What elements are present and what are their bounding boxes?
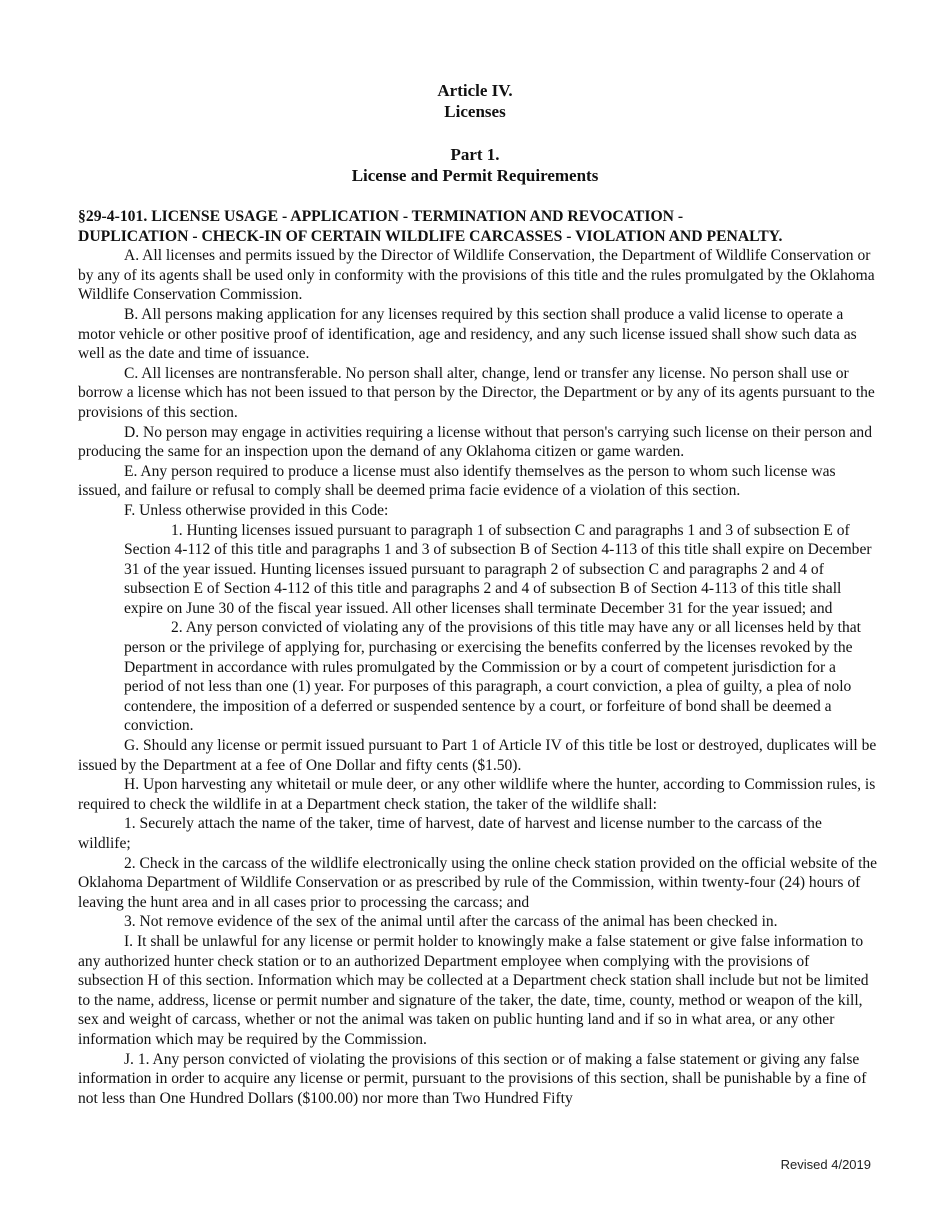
- section-heading-line-1: §29-4-101. LICENSE USAGE - APPLICATION - TERMINATION AND REVOCATION -: [78, 208, 684, 225]
- section-body: [78, 207, 878, 1108]
- paragraph-h-1: 1. Securely attach the name of the taker, time of harvest, date of harvest and license number to the carcass of the wildlife;: [78, 815, 822, 852]
- paragraph-e: E. Any person required to produce a license must also identify themselves as the person to whom such license was issued, and failure or refusal to comply shall be deemed prima facie evidence of a violation of this section.: [78, 462, 836, 500]
- paragraph-i: I. It shall be unlawful for any license or permit holder to knowingly make a false statement or give false information to any authorized hunter check station or to an authorized Department employee when complying with the provisions of subsection H of this section. Information which may be collected at a Department check station shall include but not be limited to the name, address, license or permit number and signature of the taker, the date, time, county, method or weapon of the kill, sex and weight of carcass, whether or not the animal was taken on public hunting land and if so in what area, or any other information which may be required by the Commission.: [78, 932, 869, 1048]
- article-title: Article IV.: [437, 81, 513, 100]
- article-heading: [0, 80, 950, 122]
- paragraph-c: C. All licenses are nontransferable. No person shall alter, change, lend or transfer any license. No person shall use or borrow a license which has not been issued to that person by the Director, the Department or by any of its agents pursuant to the provisions of this section.: [78, 364, 875, 421]
- part-subtitle: License and Permit Requirements: [351, 166, 599, 185]
- paragraph-f-1: 1. Hunting licenses issued pursuant to paragraph 1 of subsection C and paragraphs 1 and 3 of subsection E of Section 4-112 of this title and paragraphs 1 and 3 of subsection B of Section 4-113 of this title shall expire on December 31 of the year issued. Hunting licenses issued pursuant to paragraph 2 of subsection C and paragraphs 2 and 4 of subsection E of Section 4-112 of this title and paragraphs 2 and 4 of subsection B of Section 4-113 of this title shall expire on June 30 of the fiscal year issued. All other licenses shall terminate December 31 for the year issued; and: [124, 521, 872, 617]
- paragraph-b: B. All persons making application for any licenses required by this section shall produce a valid license to operate a motor vehicle or other positive proof of identification, age and residency, and any such license issued shall show such data as well as the date and time of issuance.: [78, 305, 857, 363]
- part-heading: [0, 144, 950, 186]
- revision-note: Revised 4/2019: [780, 1157, 871, 1172]
- paragraph-h: H. Upon harvesting any whitetail or mule deer, or any other wildlife where the hunter, according to Commission rules, is required to check the wildlife in at a Department check station, the taker of the wildlife shall:: [78, 776, 876, 813]
- article-subtitle: Licenses: [444, 102, 506, 121]
- paragraph-f: F. Unless otherwise provided in this Code:: [124, 501, 389, 519]
- paragraph-a: A. All licenses and permits issued by the Director of Wildlife Conservation, the Department of Wildlife Conservation or by any of its agents shall be used only in conformity with the provisions of this title and the rules promulgated by the Oklahoma Wildlife Conservation Commission.: [78, 247, 875, 304]
- part-title: Part 1.: [450, 145, 500, 164]
- paragraph-h-3: 3. Not remove evidence of the sex of the animal until after the carcass of the animal has been checked in.: [124, 913, 778, 931]
- paragraph-d: D. No person may engage in activities requiring a license without that person's carrying such license on their person and producing the same for an inspection upon the demand of any Oklahoma citizen or game warden.: [78, 423, 872, 461]
- paragraph-h-2: 2. Check in the carcass of the wildlife electronically using the online check station provided on the official website of the Oklahoma Department of Wildlife Conservation or as prescribed by rule of the Commission, within twenty-four (24) hours of leaving the hunt area and in all cases prior to processing the carcass; and: [78, 854, 878, 911]
- section-heading-line-2: DUPLICATION - CHECK-IN OF CERTAIN WILDLIFE CARCASSES - VIOLATION AND PENALTY.: [78, 227, 783, 245]
- paragraph-g: G. Should any license or permit issued pursuant to Part 1 of Article IV of this title be lost or destroyed, duplicates will be issued by the Department at a fee of One Dollar and fifty cents ($1.50).: [78, 737, 877, 774]
- paragraph-f-2: 2. Any person convicted of violating any of the provisions of this title may have any or all licenses held by that person or the privilege of applying for, purchasing or exercising the benefits conferred by the licenses revoked by the Department in accordance with rules promulgated by the Commission or by a court of competent jurisdiction for a period of not less than one (1) year. For purposes of this paragraph, a court conviction, a plea of guilty, a plea of nolo contendere, the imposition of a deferred or suspended sentence by a court, or forfeiture of bond shall be deemed a conviction.: [124, 619, 861, 735]
- paragraph-j: J. 1. Any person convicted of violating the provisions of this section or of making a false statement or giving any false information in order to acquire any license or permit, pursuant to the provisions of this section, shall be punishable by a fine of not less than One Hundred Dollars ($100.00) nor more than Two Hundred Fifty: [78, 1050, 867, 1107]
